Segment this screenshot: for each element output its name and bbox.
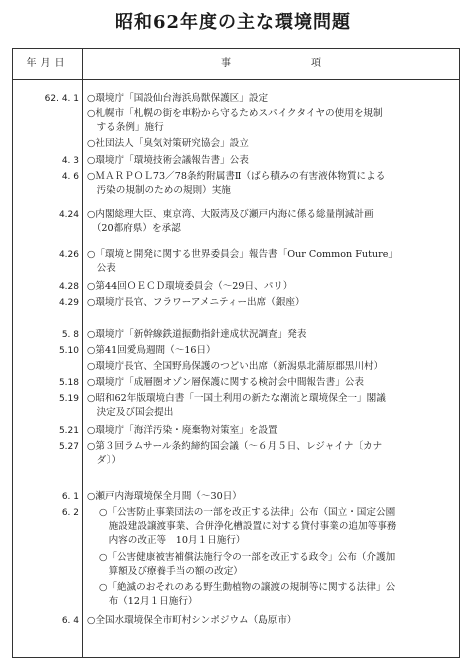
row-item: ○瀬戸内海環境保全月間（～30日） [87, 491, 242, 502]
row-item: ○環境庁「海洋汚染・廃棄物対策室」を設置 [87, 425, 278, 436]
row-item: ○内閣総理大臣、東京湾、大阪湾及び瀬戸内海に係る総量削減計画 [87, 209, 374, 220]
row-date: 5.21 [58, 426, 79, 436]
header-item: 事項 [221, 58, 401, 69]
row-item: ○社団法人「臭気対策研究協会」設立 [87, 138, 249, 149]
row-item: ○「公害防止事業団法の一部を改正する法律」公布（国立・国定公園 [99, 507, 396, 518]
row-item: 施設建設譲渡事業、合併浄化槽設置に対する貸付事業の追加等事務 [99, 521, 397, 532]
row-item: ○環境庁長官、フラワーアメニティー出席（銀座） [87, 297, 305, 308]
row-date: 4. 6 [61, 172, 79, 182]
row-item: する条例」施行 [87, 122, 164, 133]
events-table [12, 48, 460, 658]
row-item: ○環境庁「国設仙台海浜鳥獣保護区」設定 [87, 93, 269, 104]
row-date: 5. 8 [61, 330, 79, 340]
row-date: 5.27 [58, 442, 79, 452]
row-item: ○「環境と開発に関する世界委員会」報告書「Our Common Future」 [87, 249, 398, 260]
row-date: 4. 3 [61, 156, 79, 166]
row-date: 5.18 [58, 378, 79, 388]
row-item: ○ＭＡＲＰＯＬ73／78条約附属書Ⅱ（ばら積みの有害液体物質による [87, 171, 386, 182]
row-date: 6. 1 [61, 492, 79, 502]
row-item: ○環境庁「成層圏オゾン層保護に関する検討会中間報告書」公表 [87, 377, 364, 388]
row-item: 公表 [87, 263, 116, 274]
header-date: 年月日 [26, 58, 69, 69]
row-item: ○環境庁長官、全国野鳥保護のつどい出席（新潟県北蒲原郡黒川村） [87, 361, 384, 372]
row-date: 5.19 [58, 394, 79, 404]
row-item: ○環境庁「環境技術会議報告書」公表 [87, 155, 249, 166]
row-item: ○環境庁「新幹線鉄道振動指針達成状況調査」発表 [87, 329, 307, 340]
row-item: ダ〕） [87, 455, 122, 466]
row-item: 布（12月１日施行） [99, 596, 198, 607]
row-item: ○昭和62年版環境白書「一国土利用の新たな潮流と環境保全一」閣議 [87, 393, 386, 404]
row-item: ○札幌市「札幌の街を車粉から守るためスパイクタイヤの使用を規制 [87, 108, 383, 119]
row-date: 6. 2 [61, 508, 79, 518]
row-item: ○第44回ＯＥＣＤ環境委員会（～29日、パリ） [87, 281, 293, 292]
row-date: 62. 4. 1 [44, 94, 79, 104]
row-item: 決定及び国会提出 [87, 407, 174, 418]
row-item: ○全国水環境保全市町村シンポジウム（島原市） [87, 615, 297, 626]
row-item: 算額及び療養手当の額の改定） [99, 566, 243, 577]
row-date: 5.10 [58, 346, 79, 356]
row-item: （20都府県）を承認 [87, 223, 181, 234]
page-title: 昭和62年度の主な環境問題 [114, 12, 352, 33]
row-date: 4.26 [58, 250, 79, 260]
row-date: 4.28 [58, 282, 79, 292]
table-header [13, 49, 459, 80]
row-item: ○「公害健康被害補償法施行令の一部を改正する政令」公布（介護加 [99, 552, 396, 563]
row-date: 4.29 [58, 298, 79, 308]
column-divider [82, 49, 83, 657]
row-date: 6. 4 [61, 616, 79, 626]
row-item: ○第３回ラムサール条約締約国会議（～６月５日、レジャイナ〔カナ [87, 441, 383, 452]
row-item: ○第41回愛鳥週間（～16日） [87, 345, 216, 356]
row-item: ○「絶滅のおそれのある野生動植物の譲渡の規制等に関する法律」公 [99, 582, 396, 593]
row-date: 4.24 [58, 210, 79, 220]
row-item: 内容の改正等 10月１日施行） [99, 535, 246, 546]
row-item: 汚染の規制のための規則）実施 [87, 185, 231, 196]
